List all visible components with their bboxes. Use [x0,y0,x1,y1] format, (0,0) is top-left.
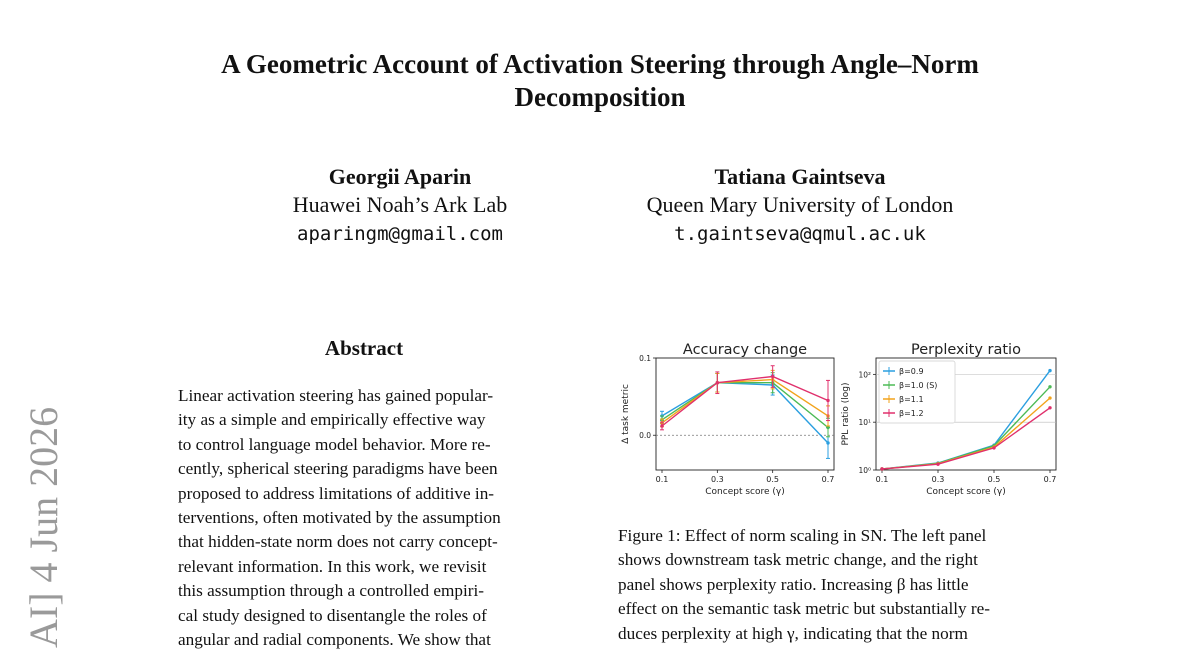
abstract-text: Linear activation steering has gained popular- ity as a simple and empirically effective way to control language model behavior. More re- cently, spherical steering paradigms have been proposed to address limitations of additive in- terventions, often motivated by the assumption that hidden-state norm does not carry concept- relevant information. In this work, we revisit this assumption through a controlled empiri- cal study designed to disentangle the roles of angular and radial components. We show that [178,386,501,650]
arxiv-stamp: AI] 4 Jun 2026 [21,406,66,648]
y-tick-label: 0.0 [639,431,651,441]
data-point [1048,406,1051,409]
abstract-heading: Abstract [324,336,404,360]
x-axis-label: Concept score (γ) [705,487,785,497]
author-name: Georgii Aparin [328,164,472,189]
chart-title: Accuracy change [682,342,808,358]
legend-label: β=1.2 [899,409,924,418]
data-point [1048,385,1051,388]
data-point [1048,396,1051,399]
data-point [992,446,995,449]
series-line [662,383,828,443]
data-point [936,463,939,466]
author-block-1 [250,163,550,249]
y-tick-label: 10¹ [858,418,871,428]
author-block-2 [600,163,1000,249]
x-tick-label: 0.1 [655,475,669,484]
figure-1 [618,338,1062,498]
paper-title: A Geometric Account of Activation Steering through Angle–Norm Decomposition [221,49,979,112]
x-tick-label: 0.1 [875,475,889,484]
y-axis-label: PPL ratio (log) [841,382,851,446]
x-tick-label: 0.7 [821,475,835,484]
y-tick-label: 10⁰ [858,466,871,475]
author-affiliation: Huawei Noah’s Ark Lab [292,192,508,217]
data-point [771,375,774,378]
author-name: Tatiana Gaintseva [714,164,886,189]
author-email[interactable]: aparingm@gmail.com [297,223,503,245]
chart-title: Perplexity ratio [911,342,1021,358]
legend-label: β=1.0 (S) [899,381,938,390]
y-axis-label: Δ task metric [621,384,631,444]
x-axis-label: Concept score (γ) [926,487,1006,497]
legend-label: β=0.9 [899,367,924,376]
y-tick-label: 10² [858,370,871,380]
author-affiliation: Queen Mary University of London [646,192,954,217]
data-point [880,467,883,470]
author-email[interactable]: t.gaintseva@qmul.ac.uk [674,223,926,245]
x-tick-label: 0.5 [766,475,780,484]
figure-1-svg [618,338,1062,498]
x-tick-label: 0.5 [987,475,1001,484]
figure-caption: Figure 1: Effect of norm scaling in SN. The left panel shows downstream task metric change, and the right panel shows perplexity ratio. Increasing β has little effect on the semantic task metric but substantially re- duces perplexity at high γ, indicating that the norm [618,526,990,643]
x-tick-label: 0.7 [1043,475,1057,484]
data-point [660,424,663,427]
plot-frame [656,358,834,470]
data-point [1048,369,1051,372]
x-tick-label: 0.3 [931,475,945,484]
data-point [716,381,719,384]
x-tick-label: 0.3 [710,475,724,484]
legend-label: β=1.1 [899,395,924,404]
y-tick-label: 0.1 [639,354,651,363]
data-point [826,441,829,444]
data-point [826,399,829,402]
